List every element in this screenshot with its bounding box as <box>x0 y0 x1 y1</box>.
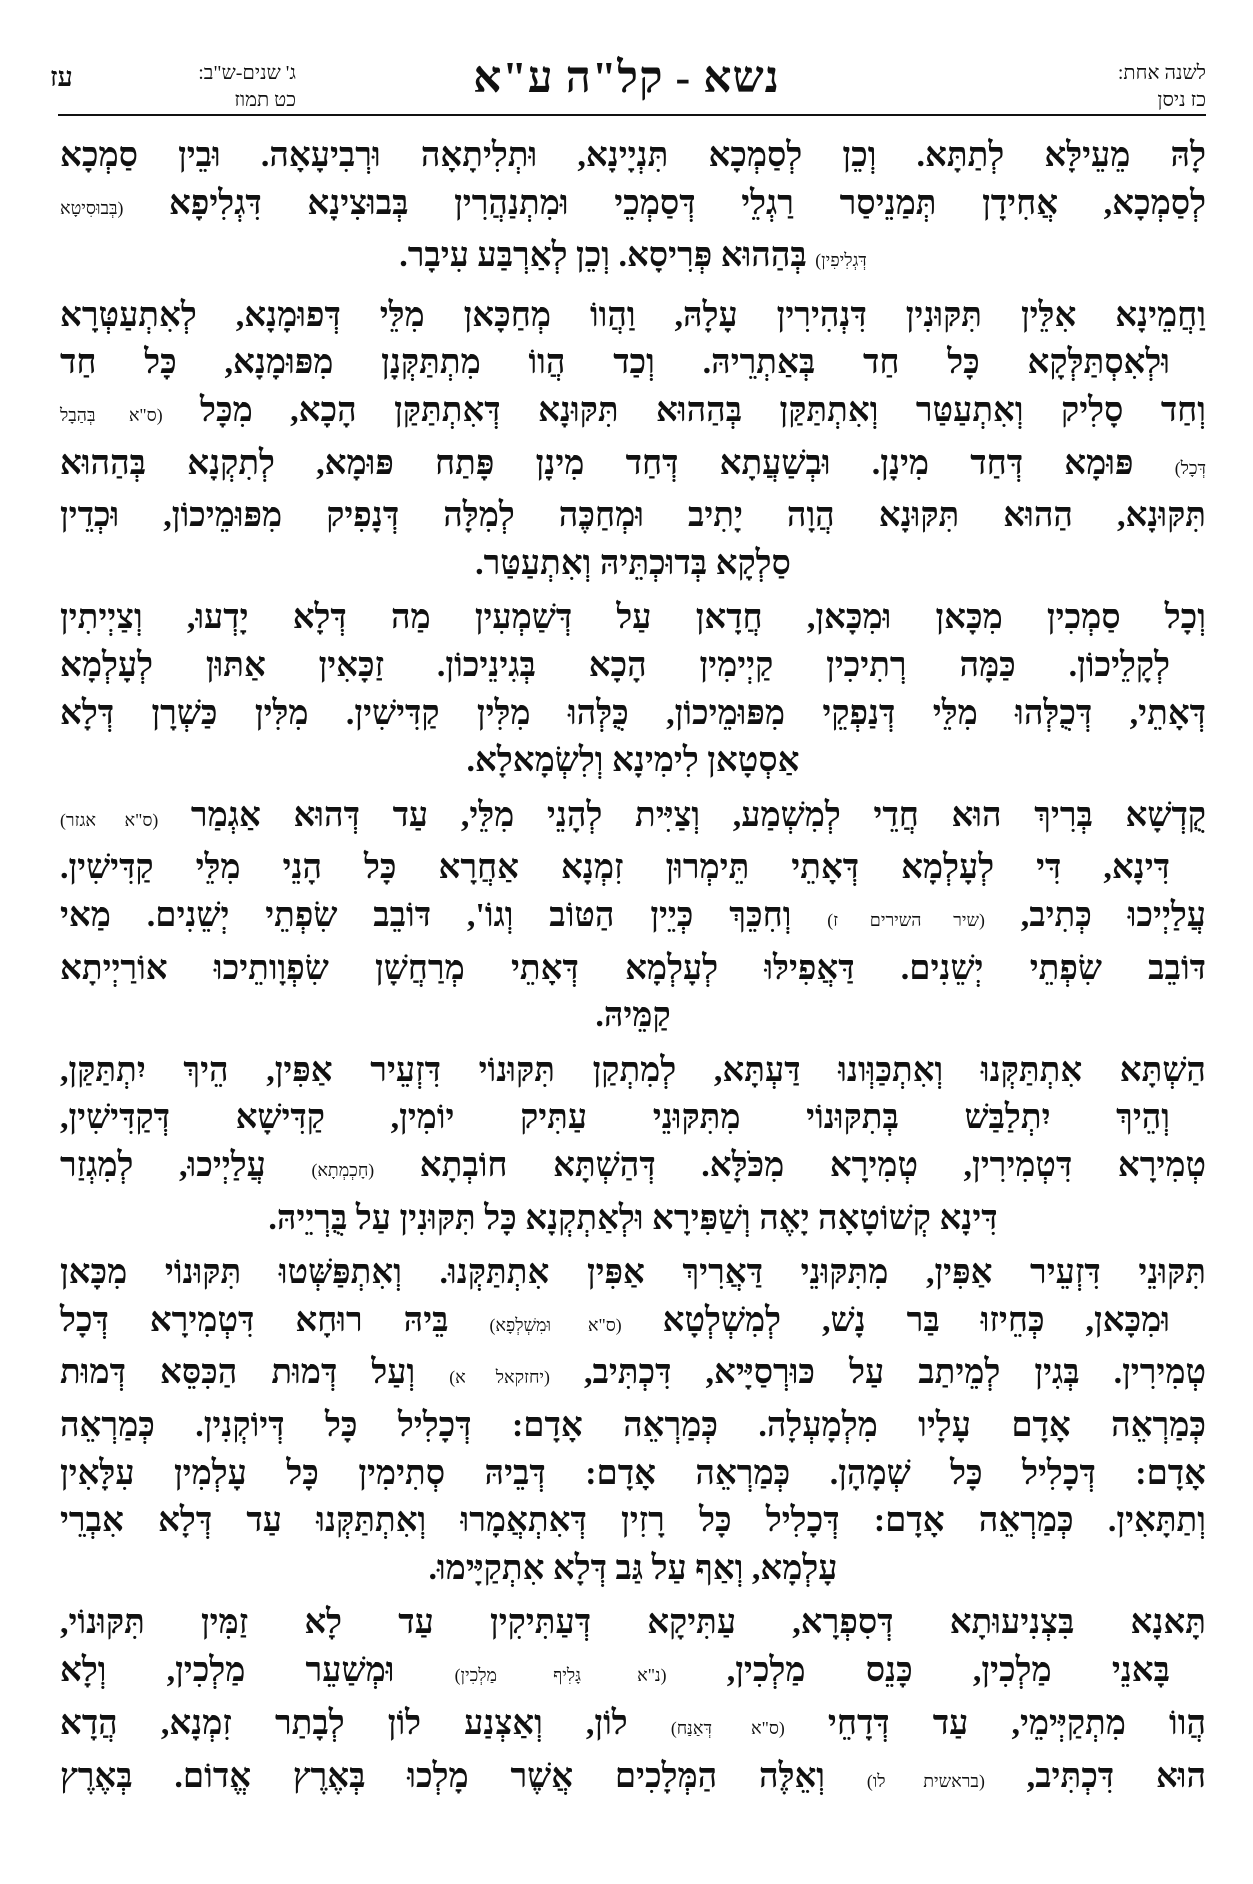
variant-note: דְּגְלִיפִין) <box>815 250 867 271</box>
variant-note: (נ"א גָּלִיף מַלְכִין) <box>454 1665 667 1686</box>
line-text: קֻדְשָׁא בְּרִיךְ הוּא חֲדֵי לְמִשְׁמַע, וְצַיִּית לְהָנֵי מִלֵּי, עַד דְּהוּא אַגְמַר <box>190 796 1207 834</box>
line-text: טְמִירִין. בְּגִין לְמֵיתַב עַל כּוּרְסַיָּיא, דִּכְתִּיב, <box>583 1354 1207 1392</box>
verse-reference: (שיר השירים ז) <box>827 910 985 931</box>
text-line <box>60 1647 1206 1700</box>
text-line <box>60 1349 1206 1402</box>
line-text: עָלְמָא, וְאַף עַל גַּב דְּלָא אִתְקַיָּימוּ. <box>428 1550 838 1588</box>
text-line <box>60 387 1206 440</box>
text-line <box>60 132 1206 180</box>
line-text: קַמֵּיהּ. <box>595 997 671 1035</box>
text-line <box>60 292 1206 340</box>
schedule-one-year-label: לשנה אחת: <box>1117 62 1206 84</box>
text-line <box>60 540 1206 588</box>
line-text: לוֹן, וְאַצְנַע לוֹן לְבָתַר זִמְנָא, הֲדָא <box>60 1704 628 1742</box>
line-text: טְמִירָא דִּטְמִירִין, טְמִירָא מִכֹּלָּא. דְּהַשְׁתָּא חוֹבְתָא <box>419 1147 1207 1185</box>
paragraph <box>60 292 1206 588</box>
line-text: וַחֲמֵינָא אִלֵּין תִּקּוּנִין דִּנְהִירִין עָלָהּ, וַהֲווֹ מְחַכָּאן מִלֵּי דְּפוּמָנָא, לְאִתְעַטְּרָא <box>60 296 1206 334</box>
line-text: וּמִכָּאן, כְּחֵיזוּ בַּר נָשׁ, לְמִשְׁלְטָא <box>662 1301 1171 1339</box>
text-line <box>60 1450 1206 1498</box>
line-text: בְּהַהוּא פְּרִיסָא. וְכֵן לְאַרְבַּע עִיבָר. <box>399 237 807 275</box>
line-text: תִּקּוּנָא, הַהוּא תִּקּוּנָא הֲוָה יָתִיב וּמְחַכֶּה לְמִלָּה דְּנָפִיק מִפּוּמֵיכוֹן, וּכְדֵין <box>60 497 1206 535</box>
line-text: לְסַמְכָא, אֲחִידָן תְּמַנֵיסַר רַגְלֵי דְּסַמְכֵי וּמִתְנַהֲרִין בְּבוּצִינָא דִּגְלִיפָא <box>169 184 1207 222</box>
line-text: הֲווֹ מִתְקַיְּימֵי, עַד דְּדָחֵי <box>827 1704 1207 1742</box>
text-line <box>60 844 1206 892</box>
line-text: סַלְקָא בְּדוּכְתֵּיהּ וְאִתְעַטַּר. <box>475 545 791 583</box>
schedule-one-year-date: כז ניסן <box>1157 89 1206 111</box>
text-line <box>60 1249 1206 1297</box>
schedule-three-years <box>150 60 296 114</box>
text-line <box>60 1753 1206 1806</box>
text-line <box>60 1094 1206 1142</box>
text-line <box>60 232 1206 285</box>
line-text: וְחִכֵּךְ כְּיֵין הַטּוֹב וְגוֹ', דּוֹבֵב שִׂפְתֵי יְשֵׁנִים. מַאי <box>60 897 792 935</box>
header-divider <box>58 114 1206 116</box>
body-text <box>60 132 1206 1812</box>
text-line <box>60 945 1206 993</box>
variant-note: (ס"א וּמִשְׁלְפָא) <box>489 1314 622 1335</box>
text-line <box>60 737 1206 785</box>
text-line <box>60 440 1206 493</box>
text-line <box>60 1047 1206 1095</box>
line-text: הוּא דִּכְתִּיב, <box>1026 1757 1207 1795</box>
line-text: וּלְאִסְתַּלְּקָא כָּל חַד בְּאַתְרֵיהּ. וְכַד הֲווֹ מִתְתַּקְּנָן מִפּוּמָנָא, כָּל חַד <box>60 344 1170 382</box>
line-text: וְתַתָּאִין. כְּמַרְאֵה אָדָם: דְּכָלִיל כָּל רָזִין דְּאִתְאֲמָרוּ וְאִתְתַּקְּנוּ עַד דְּלָא אִבְרֵי <box>60 1502 1206 1540</box>
variant-note: דְּכָל) <box>1174 457 1206 478</box>
paragraph <box>60 1599 1206 1805</box>
line-text: בֵּיהּ רוּחָא דִּטְמִירָא דְּכָל <box>60 1301 449 1339</box>
line-text: הַשְׁתָּא אִתְתַּקְּנוּ וְאִתְכַּוְּונוּ דַּעְתָּא, לְמִתְקַן תִּקּוּנוֹי דִּזְעֵיר אַפִּין, הֵיךְ יִתְתַּקַּן, <box>60 1051 1206 1089</box>
page-title: נשא - קל"ה ע"א <box>473 53 780 102</box>
line-text: דְּאָתֵי, דְּכֻלְּהוּ מִלֵּי דְּנַפְקֵי מִפּוּמֵיכוֹן, כֻּלְּהוּ מִלִּין קַדִּישִׁין. מִלִּין כַּשְׁרָן דְּלָא <box>60 694 1206 732</box>
paragraph <box>60 594 1206 785</box>
line-text: פּוּמָא דְּחַד מִינָן. וּבְשַׁעֲתָא דְּחַד מִינָן פָּתַח פּוּמָא, לְתִקְנָא בְּהַהוּא <box>60 444 1134 482</box>
line-text: וְעַל דְּמוּת הַכִּסֵּא דְּמוּת <box>60 1354 416 1392</box>
variant-note: (בְּבוּסִיטָא <box>60 197 124 218</box>
text-line <box>60 339 1206 387</box>
verse-reference: (יחזקאל א) <box>449 1367 550 1388</box>
line-text: וְחַד סָלִיק וְאִתְעַטַּר וְאִתְתַּקַּן בְּהַהוּא תִּקּוּנָא דְּאִתְתַּקַּן הָכָא, מִכָּל <box>200 392 1207 430</box>
text-line <box>60 1545 1206 1593</box>
text-line <box>60 180 1206 233</box>
line-text: עֲלַיְיכוּ כְּתִיב, <box>1020 897 1207 935</box>
text-line <box>60 690 1206 738</box>
text-line <box>60 1700 1206 1753</box>
paragraph <box>60 132 1206 285</box>
line-text: וּמְשַׁעֵר מַלְכִין, וְלָא <box>60 1652 395 1690</box>
variant-note: (ס"א בְּהַבָל <box>60 405 163 426</box>
text-line <box>60 1402 1206 1450</box>
line-text: דִּינָא קְשׁוֹטָאָה יָאֶה וְשַׁפִּירָא וּלְאַתְקְנָא כָּל תִּקּוּנִין עַל בֻּרְיֵיהּ. <box>268 1199 998 1237</box>
paragraph <box>60 1249 1206 1593</box>
line-text: לָהּ מֵעֵילָּא לְתַתָּא. וְכֵן לְסַמְכָא תִּנְיָינָא, וּתְלִיתָאָה וּרְבִיעָאָה. וּבֵין סַמְכָא <box>60 137 1206 174</box>
text-line <box>60 1142 1206 1195</box>
paragraph <box>60 1047 1206 1243</box>
text-line <box>60 642 1206 690</box>
variant-note: (חָכְמְתָא) <box>311 1160 375 1181</box>
page-number: עז <box>50 62 73 92</box>
text-line <box>60 992 1206 1040</box>
verse-reference: (בראשית לו) <box>866 1770 985 1791</box>
variant-note: (ס"א דְּאַנַּח) <box>670 1717 785 1738</box>
text-line <box>60 1497 1206 1545</box>
text-line <box>60 594 1206 642</box>
line-text: דִּינָא, דִּי לְעָלְמָא דְּאָתֵי תֵּימְרוּן זִמְנָא אַחֲרָא כָּל הָנֵי מִלֵּי קַדִּישִׁין. <box>60 849 1170 887</box>
line-text: כְּמַרְאֵה אָדָם עָלָיו מִלְמָעְלָה. כְּמַרְאֵה אָדָם: דְּכָלִיל כָּל דְּיוֹקְנִין. כְּמַרְאֵה <box>60 1407 1206 1445</box>
schedule-three-years-date: כט תמוז <box>234 89 296 111</box>
paragraph <box>60 792 1206 1041</box>
line-text: תִּקּוּנֵי דִּזְעֵיר אַפִּין, מִתִּקּוּנֵי דַּאֲרִיךְ אַפִּין אִתְתַּקְּנוּ. וְאִתְפַּשְּׁטוּ תִּקּוּנוֹי מִכָּאן <box>60 1253 1206 1291</box>
text-line <box>60 892 1206 945</box>
line-text: בָּאנֵי מַלְכִין, כָּנֵס מַלְכִין, <box>726 1652 1171 1690</box>
line-text: דּוֹבֵב שִׂפְתֵי יְשֵׁנִים. דַּאֲפִילּוּ לְעָלְמָא דְּאָתֵי מְרַחֲשָׁן שִׂפְוָותֵיכוּ אוֹרַיְיתָא <box>60 949 1206 987</box>
text-line <box>60 1297 1206 1350</box>
text-line <box>60 792 1206 845</box>
line-text: תָּאנָא בִּצְנִיעוּתָא דְּסִפְרָא, עַתִּיקָא דְּעַתִּיקִין עַד לָא זַמִּין תִּקּוּנוֹי, <box>60 1604 1206 1642</box>
line-text: וְכָל סַמְכִין מִכָּאן וּמִכָּאן, חֲדָאן עַל דְּשַׁמְעִין מַה דְּלָא יָדְעוּ, וְצַיְיתִין <box>60 599 1206 637</box>
line-text: אָדָם: דְּכָלִיל כָּל שְׁמָהָן. כְּמַרְאֵה אָדָם: דְּבֵיהּ סְתִימִין כָּל עָלְמִין עִלָּאִין <box>60 1454 1206 1492</box>
line-text: אַסְטָאן לִימִינָא וְלִשְׂמָאלָא. <box>466 742 800 780</box>
line-text: לְקָלֵיכוֹן. כַּמָּה רְתִיכִין קַיְימִין הָכָא בְּגִינֵיכוֹן. זַכָּאִין אַתּוּן לְעָלְמָא <box>60 647 1170 685</box>
line-text: עֲלַיְיכוּ, לְמִגְזַר <box>60 1147 266 1185</box>
line-text: וְהֵיךְ יִתְלַבַּשׁ בְּתִקּוּנוֹי מִתִּקּוּנֵי עַתִּיק יוֹמִין, קַדִּישָׁא דְּקַדִּישִׁין, <box>60 1099 1170 1137</box>
schedule-one-year <box>1000 60 1206 114</box>
line-text: וְאֵלֶּה הַמְּלָכִים אֲשֶׁר מָלְכוּ בְּאֶרֶץ אֱדוֹם. בְּאֶרֶץ <box>60 1757 826 1795</box>
schedule-three-years-label: ג' שנים-ש"ב: <box>198 62 296 84</box>
text-line <box>60 1599 1206 1647</box>
variant-note: (ס"א אגזר) <box>60 809 159 830</box>
text-line <box>60 492 1206 540</box>
text-line <box>60 1195 1206 1243</box>
